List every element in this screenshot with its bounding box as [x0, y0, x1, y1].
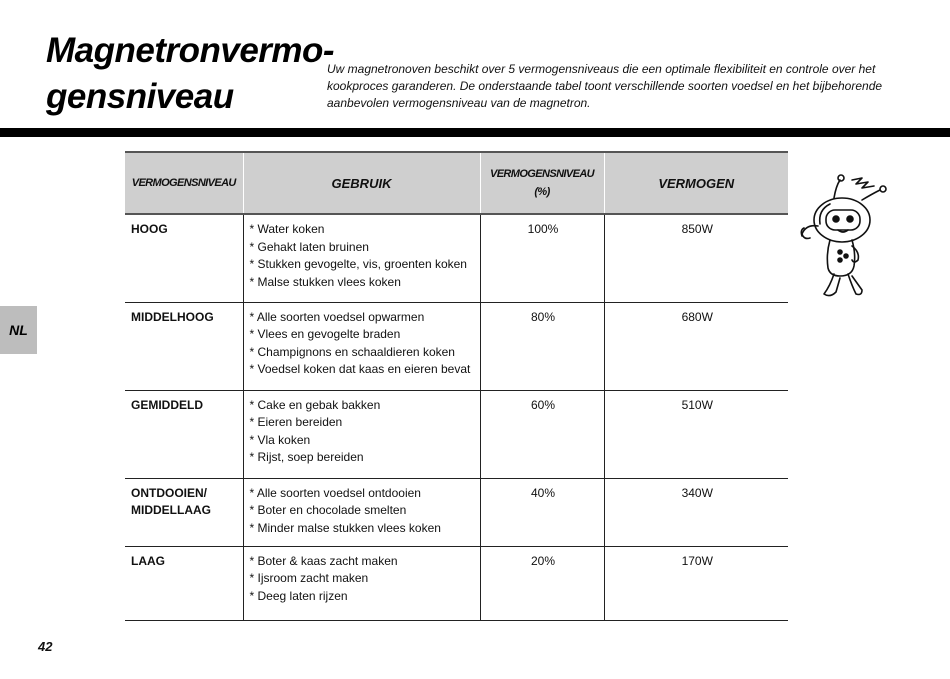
- language-tab: [0, 306, 37, 354]
- table-row: [125, 546, 788, 620]
- use-item: * Rijst, soep bereiden: [249, 450, 364, 464]
- page-title: Magnetronvermo- gensniveau: [46, 31, 335, 116]
- header-percentage-line1: VERMOGENSNIVEAU: [489, 168, 595, 180]
- row-percentage: 80%: [480, 302, 604, 390]
- row-level: HOOG: [125, 214, 243, 302]
- use-item: * Boter en chocolade smelten: [249, 503, 407, 517]
- table-row: [125, 302, 788, 390]
- header-divider: [0, 128, 950, 137]
- row-uses: [243, 546, 480, 620]
- table-header-row: [125, 152, 788, 214]
- use-item: * Alle soorten voedsel ontdooien: [249, 485, 421, 500]
- row-uses: [243, 214, 480, 302]
- use-item: * Voedsel koken dat kaas en eieren bevat: [249, 362, 471, 376]
- row-level: MIDDELHOOG: [125, 302, 243, 390]
- row-percentage: 100%: [480, 214, 604, 302]
- intro-paragraph: Uw magnetronoven beschikt over 5 vermogensniveaus die een optimale flexibiliteit en controle over het kookproces garanderen. De onderstaande tabel toont verschillende soorten voedsel en het bijbehorende aanbevolen vermogensniveau van de magnetron.: [327, 62, 883, 110]
- table-row: [125, 390, 788, 478]
- use-item: * Stukken gevogelte, vis, groenten koken: [249, 257, 467, 271]
- use-item: * Gehakt laten bruinen: [249, 239, 369, 254]
- use-item: * Ijsroom zacht maken: [249, 571, 369, 585]
- row-percentage: 20%: [480, 546, 604, 620]
- row-uses: [243, 302, 480, 390]
- header-power: VERMOGEN: [604, 152, 788, 214]
- header-percentage-line2: (%): [534, 186, 550, 198]
- use-item: * Cake en gebak bakken: [249, 397, 381, 412]
- row-level: GEMIDDELD: [125, 390, 243, 478]
- row-level: LAAG: [125, 546, 243, 620]
- use-item: * Water koken: [249, 222, 325, 236]
- page-number: 42: [38, 639, 53, 654]
- row-percentage: 60%: [480, 390, 604, 478]
- row-uses: [243, 390, 480, 478]
- row-power: 850W: [604, 214, 788, 302]
- row-power: 170W: [604, 546, 788, 620]
- use-item: * Minder malse stukken vlees koken: [249, 520, 441, 535]
- row-level: ONTDOOIEN/ MIDDELLAAG: [125, 478, 243, 546]
- header-percentage: [480, 152, 604, 214]
- row-percentage: 40%: [480, 478, 604, 546]
- row-power: 510W: [604, 390, 788, 478]
- use-item: * Vla koken: [249, 432, 311, 447]
- use-item: * Boter & kaas zacht maken: [249, 553, 398, 568]
- use-item: * Champignons en schaaldieren koken: [249, 344, 455, 359]
- use-item: * Alle soorten voedsel opwarmen: [249, 309, 425, 324]
- table-row: [125, 214, 788, 302]
- cartoon-mascot-icon: [796, 168, 906, 304]
- language-tab-label: NL: [9, 322, 28, 338]
- use-item: * Malse stukken vlees koken: [249, 274, 401, 289]
- power-levels-table: [125, 151, 788, 621]
- use-item: * Eieren bereiden: [249, 415, 343, 429]
- header-level: VERMOGENSNIVEAU: [125, 152, 243, 214]
- use-item: * Deeg laten rijzen: [249, 588, 348, 603]
- header-use: GEBRUIK: [243, 152, 480, 214]
- row-power: 680W: [604, 302, 788, 390]
- use-item: * Vlees en gevogelte braden: [249, 327, 401, 341]
- row-uses: [243, 478, 480, 546]
- table-row: [125, 478, 788, 546]
- row-power: 340W: [604, 478, 788, 546]
